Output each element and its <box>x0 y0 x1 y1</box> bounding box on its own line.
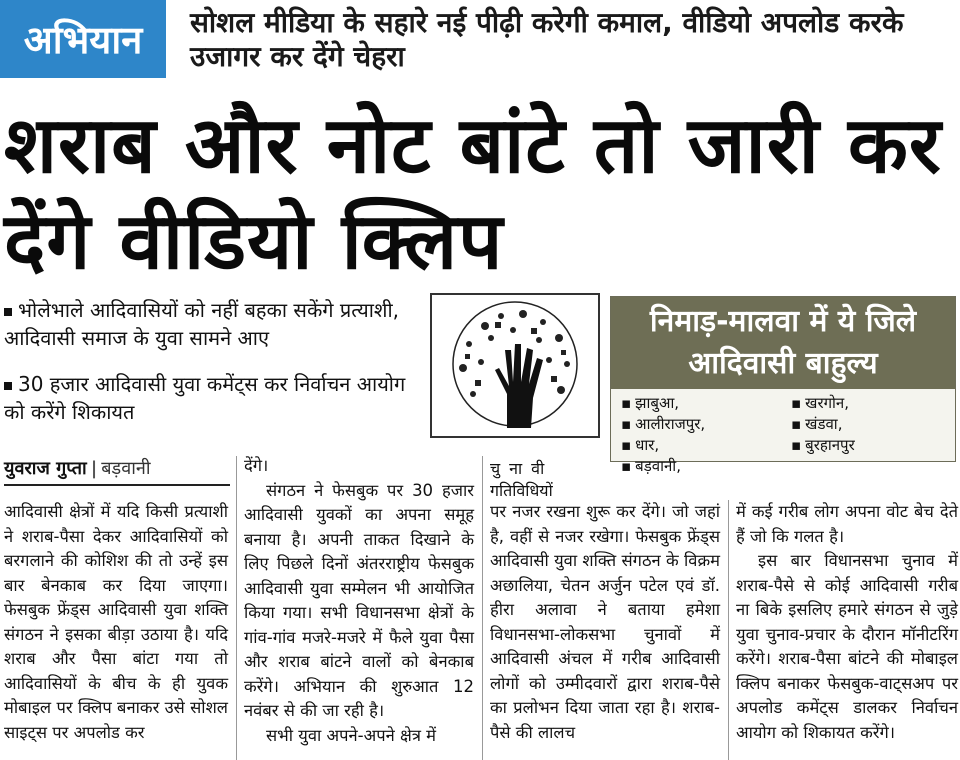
district-item: ▪ बड़वानी, <box>621 456 781 477</box>
district-item: ▪ झाबुआ, <box>621 393 781 414</box>
bullet-text: 30 हजार आदिवासी युवा कमेंट्स कर निर्वाचन आयोग को करेंगे शिकायत <box>4 372 406 424</box>
article-column-2 <box>244 454 474 748</box>
subhead-line: गतिविधियों <box>490 481 553 500</box>
district-box <box>610 296 956 475</box>
column-divider <box>482 456 483 760</box>
article-column-4 <box>736 500 958 745</box>
article-column-3 <box>490 500 720 745</box>
district-list-right <box>791 393 951 456</box>
kicker-text: सोशल मीडिया के सहारे नई पीढ़ी करेगी कमाल, वीडियो अपलोड करके उजागर कर देंगे चेहरा <box>190 6 904 73</box>
bullet-square-icon <box>4 382 12 390</box>
district-item: ▪ खरगोन, <box>791 393 951 414</box>
byline <box>4 456 234 480</box>
article-paragraph: सभी युवा अपने-अपने क्षेत्र में <box>266 725 437 745</box>
article-paragraph: पर नजर रखना शुरू कर देंगे। जो जहां है, वहीं से नजर रखेगा। फेसबुक फ्रेंड्स आदिवासी युवा शक्ति संगठन के विक्रम अछालिया, चेतन अर्जुन पटेल एवं डॉ. हीरा अलावा ने बताया हमेशा विधानसभा-लोकसभा चुनावों में आदिवासी अंचल में गरीब आदिवासी लोगों को उम्मीदवारों द्वारा शराब-पैसे का प्रलोभन दिया जाता रहा है। शराब-पैसे की लालच <box>490 502 720 742</box>
bullet-point <box>4 370 414 426</box>
article-paragraph: देंगे। <box>244 456 269 475</box>
district-box-title: निमाड़-मालवा में ये जिले आदिवासी बाहुल्य <box>611 297 955 389</box>
subhead-line: चुनावी <box>490 459 554 478</box>
article-paragraph: इस बार विधानसभा चुनाव में शराब-पैसे से कोई आदिवासी गरीब ना बिके इसलिए हमारे संगठन से जुड़े युवा चुनाव-प्रचार के दौरान मॉनीटरिंग करेंगे। शराब-पैसा बांटने की मोबाइल क्लिप बनाकर फेसबुक-वाट्सअप पर अपलोड कमेंट्स डालकर निर्वाचन आयोग को शिकायत करेंगे। <box>736 551 958 742</box>
district-item: ▪ आलीराजपुर, <box>621 414 781 435</box>
district-item: ▪ धार, <box>621 435 781 456</box>
byline-location: बड़वानी <box>101 458 151 479</box>
column-divider <box>236 456 237 760</box>
bullet-text: भोलेभाले आदिवासियों को नहीं बहका सकेंगे प्रत्याशी, आदिवासी समाज के युवा सामने आए <box>4 298 400 350</box>
bullet-point <box>4 296 414 352</box>
bullet-square-icon <box>4 308 12 316</box>
district-list <box>621 393 951 475</box>
district-item: ▪ बुरहानपुर <box>791 435 951 456</box>
section-badge <box>0 0 172 78</box>
headline: शराब और नोट बांटे तो जारी कर देंगे वीडियो क्लिप <box>4 101 942 287</box>
hand-tree-icon <box>435 298 595 434</box>
byline-divider <box>4 484 230 486</box>
byline-author: युवराज गुप्ता <box>4 458 87 479</box>
article-column-1 <box>4 500 228 745</box>
column-subhead <box>490 458 650 502</box>
article-paragraph: आदिवासी क्षेत्रों में यदि किसी प्रत्याशी ने शराब-पैसा देकर आदिवासियों को बरगलाने की कोशिश की तो उन्हें इस बार बेनकाब कर दिया जाएगा। फेसबुक फ्रेंड्स आदिवासी युवा शक्ति संगठन ने इसका बीड़ा उठाया है। यदि शराब और पैसा बांटा गया तो आदिवासियों के बीच के ही युवक मोबाइल पर क्लिप बनाकर उसे सोशल साइट्स पर अपलोड कर <box>4 502 228 742</box>
byline-separator: | <box>90 458 98 479</box>
section-badge-label: अभियान <box>23 18 143 62</box>
hand-tree-graphic <box>430 293 600 438</box>
article-paragraph: में कई गरीब लोग अपना वोट बेच देते हैं जो कि गलत है। <box>736 502 958 546</box>
column-divider <box>728 500 729 760</box>
article-paragraph: संगठन ने फेसबुक पर 30 हजार आदिवासी युवकों का अपना समूह बनाया है। अपनी ताकत दिखाने के लिए पिछले दिनों अंतरराष्ट्रीय फेसबुक आदिवासी युवा सम्मेलन भी आयोजित किया गया। सभी विधानसभा क्षेत्रों के गांव-गांव मजरे-मजरे में फैले युवा पैसा और शराब बांटने वालों को बेनकाब करेंगे। अभियान की शुरुआत 12 नवंबर से की जा रही है। <box>244 480 474 720</box>
district-item: ▪ खंडवा, <box>791 414 951 435</box>
